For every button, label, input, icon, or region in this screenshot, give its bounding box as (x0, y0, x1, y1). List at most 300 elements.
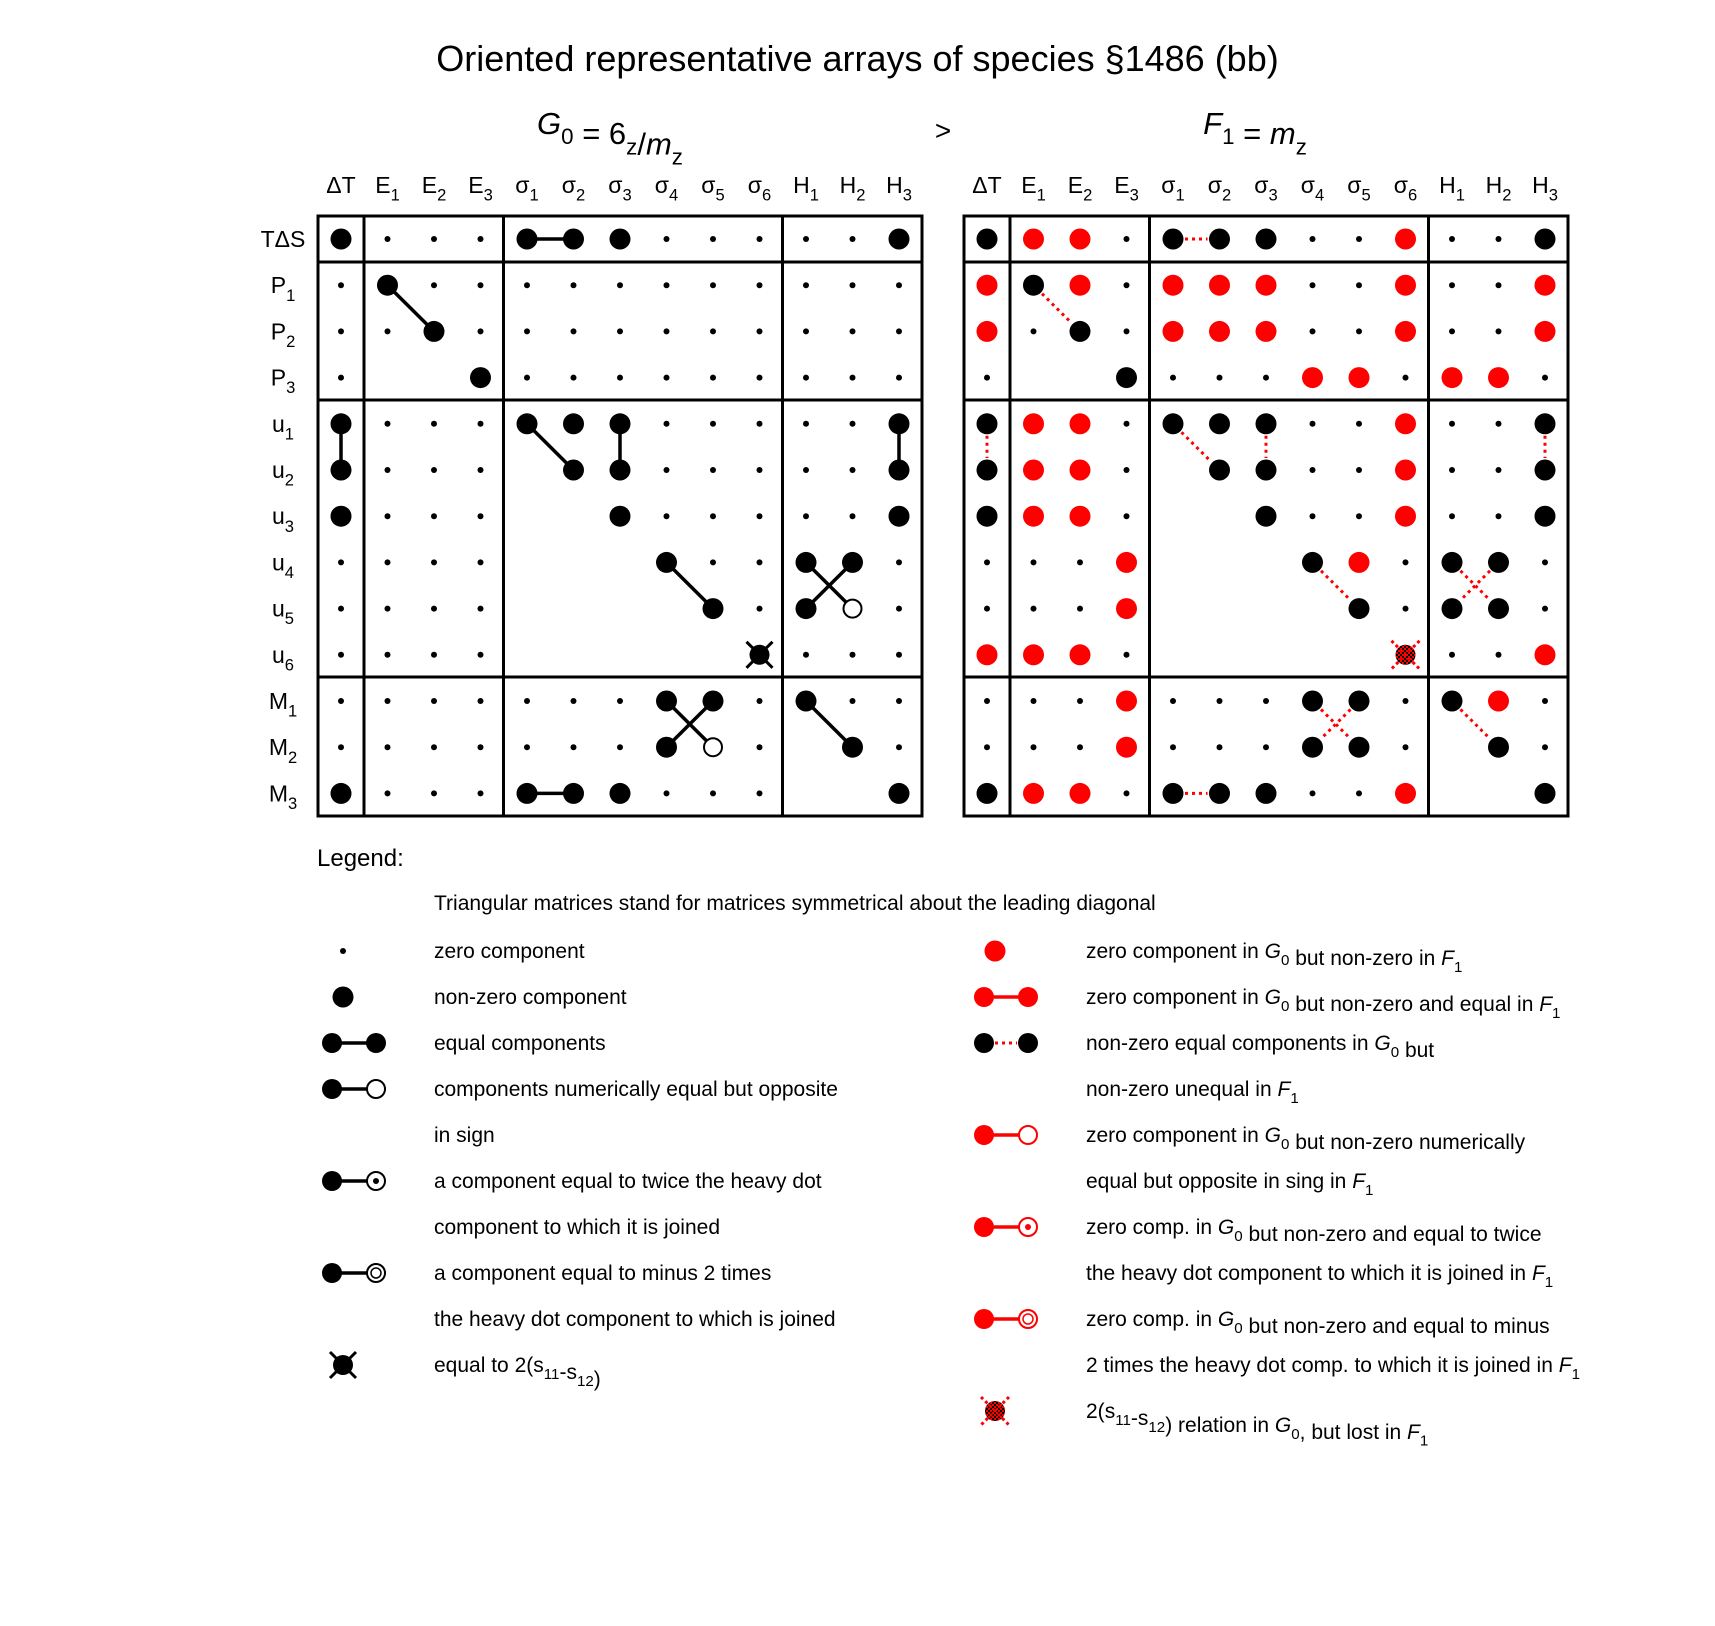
right-matrix-cell (1124, 421, 1130, 427)
right-matrix-cell (1209, 783, 1230, 804)
left-matrix-cell (889, 229, 910, 250)
left-matrix-cell (385, 744, 391, 750)
left-matrix-cell (338, 606, 344, 612)
right-matrix-cell (1170, 375, 1176, 381)
left-matrix-cell (617, 744, 623, 750)
left-matrix-cell (844, 600, 862, 618)
left-matrix-cell (431, 467, 437, 473)
right-matrix-cell (1031, 559, 1037, 565)
left-matrix-cell (850, 328, 856, 334)
left-matrix-cell (889, 783, 910, 804)
row-header: $u_3$ (272, 503, 294, 536)
left-matrix-cell (803, 282, 809, 288)
left-matrix-cell (431, 421, 437, 427)
column-header: $\sigma_3$ (1254, 172, 1278, 205)
left-matrix-cell (385, 236, 391, 242)
row-header: $M_1$ (268, 688, 298, 721)
legend-text: a component equal to minus 2 times (434, 1262, 772, 1285)
right-matrix-cell (1535, 506, 1556, 527)
right-matrix-cell (1070, 229, 1091, 250)
right-matrix-cell (1124, 513, 1130, 519)
left-matrix-cell (896, 698, 902, 704)
left-matrix-cell (517, 229, 538, 250)
left-matrix-cell (478, 652, 484, 658)
legend-text: components numerically equal but opposite (434, 1078, 838, 1101)
red-opposite-symbol (974, 1125, 1037, 1145)
page-title: Oriented representative arrays of species §1486 (bb) (436, 38, 1279, 79)
left-matrix-cell (803, 513, 809, 519)
left-matrix-cell (757, 790, 763, 796)
left-matrix-cell (610, 229, 631, 250)
legend-item (974, 1308, 1580, 1383)
row-header: $P_1$ (270, 272, 296, 305)
right-matrix-cell (1070, 460, 1091, 481)
row-header: $P_2$ (270, 318, 296, 351)
right-matrix-cell (1256, 413, 1277, 434)
right-matrix-cell (984, 698, 990, 704)
left-matrix-cell (704, 738, 722, 756)
right-matrix-cell (977, 460, 998, 481)
left-matrix-cell (563, 783, 584, 804)
left-matrix-cell (757, 513, 763, 519)
left-matrix-cell (842, 552, 863, 573)
right-matrix-link (1321, 571, 1350, 600)
left-matrix-cell (757, 606, 763, 612)
right-matrix-cell (1542, 744, 1548, 750)
column-header: $\sigma_6$ (1393, 172, 1418, 205)
left-matrix-cell (617, 375, 623, 381)
left-matrix-cell (385, 698, 391, 704)
left-matrix-cell (617, 698, 623, 704)
left-matrix-cell (478, 328, 484, 334)
left-matrix-cell (796, 598, 817, 619)
right-matrix-cell (1310, 421, 1316, 427)
left-matrix-cell (385, 559, 391, 565)
right-matrix-cell (1124, 236, 1130, 242)
minus-two-symbol (322, 1263, 385, 1283)
column-header: $H_1$ (793, 172, 819, 205)
opposite-symbol (322, 1079, 385, 1099)
left-matrix-cell (803, 236, 809, 242)
left-matrix-cell (850, 236, 856, 242)
right-matrix-cell (1449, 236, 1455, 242)
left-matrix-cell (889, 506, 910, 527)
left-matrix-cell (710, 790, 716, 796)
right-matrix-cell (1488, 737, 1509, 758)
column-header: $H_3$ (1532, 172, 1558, 205)
right-matrix-cell (1442, 367, 1463, 388)
left-matrix-cell (431, 559, 437, 565)
legend-text: non-zero component (434, 986, 627, 1009)
right-matrix-cell (1542, 606, 1548, 612)
legend-item (322, 1032, 606, 1055)
left-matrix-cell (703, 598, 724, 619)
column-header: $E_1$ (375, 172, 400, 205)
right-matrix-cell (1542, 375, 1548, 381)
right-matrix-cell (1163, 413, 1184, 434)
left-matrix-cell (478, 467, 484, 473)
right-matrix-cell (1023, 229, 1044, 250)
big-dot-symbol (333, 987, 354, 1008)
column-header: $E_3$ (468, 172, 493, 205)
left-matrix-cell (563, 229, 584, 250)
right-matrix-link (1461, 709, 1490, 738)
legend-text: 2 times the heavy dot comp. to which it is joined in $F_1$ (1086, 1354, 1580, 1383)
right-matrix-label: $F_1 = m_z$ (1203, 106, 1307, 160)
right-matrix-cell (1263, 375, 1269, 381)
right-matrix-cell (1263, 744, 1269, 750)
right-matrix-cell (1217, 698, 1223, 704)
legend-text: the heavy dot component to which is joined (434, 1308, 836, 1331)
left-matrix-cell (757, 282, 763, 288)
legend-text: non-zero equal components in $G_0$ but (1086, 1032, 1435, 1062)
right-matrix-cell (1542, 698, 1548, 704)
right-matrix-cell (1070, 275, 1091, 296)
right-matrix-cell (1488, 598, 1509, 619)
left-matrix-cell (710, 236, 716, 242)
legend-text: zero component in $G_0$ but non-zero numerically (1086, 1124, 1526, 1154)
right-matrix-cell (1349, 737, 1370, 758)
right-matrix-cell (1395, 229, 1416, 250)
cross-symbol (330, 1352, 356, 1378)
left-matrix-cell (896, 606, 902, 612)
right-matrix-cell (1124, 790, 1130, 796)
left-matrix-cell (850, 513, 856, 519)
left-matrix-cell (338, 652, 344, 658)
red-dot-symbol (985, 941, 1006, 962)
left-matrix-cell (571, 744, 577, 750)
left-matrix-cell (478, 559, 484, 565)
red-equal-symbol (974, 987, 1038, 1007)
left-matrix-cell (656, 691, 677, 712)
column-header: ΔT (972, 172, 1002, 198)
left-matrix-cell (757, 698, 763, 704)
right-matrix-cell (1310, 513, 1316, 519)
right-matrix-cell (1256, 275, 1277, 296)
left-matrix-cell (563, 460, 584, 481)
right-matrix-cell (1077, 744, 1083, 750)
right-matrix-cell (977, 229, 998, 250)
legend-text: zero comp. in $G_0$ but non-zero and equal to twice (1086, 1216, 1542, 1246)
left-matrix-cell (803, 375, 809, 381)
right-matrix-cell (1449, 513, 1455, 519)
right-matrix-cell (984, 375, 990, 381)
legend-text: zero comp. in $G_0$ but non-zero and equal to minus (1086, 1308, 1550, 1338)
legend-item (981, 1397, 1428, 1450)
right-matrix-cell (984, 606, 990, 612)
right-matrix-cell (1356, 282, 1362, 288)
red-twice-symbol (974, 1217, 1037, 1237)
left-matrix-cell (757, 421, 763, 427)
left-matrix-cell (617, 282, 623, 288)
column-header: ΔT (326, 172, 356, 198)
left-matrix-cell (896, 559, 902, 565)
left-matrix-cell (710, 513, 716, 519)
right-matrix-cell (1542, 559, 1548, 565)
column-header: $E_1$ (1021, 172, 1046, 205)
left-matrix-cell (664, 328, 670, 334)
left-matrix-cell (478, 282, 484, 288)
right-matrix-cell (1535, 275, 1556, 296)
column-header: $\sigma_4$ (654, 172, 679, 205)
left-matrix-cell (571, 698, 577, 704)
right-matrix-cell (1256, 460, 1277, 481)
left-matrix-cell (431, 236, 437, 242)
left-matrix-cell (470, 367, 491, 388)
left-matrix-cell (331, 460, 352, 481)
row-header: $M_3$ (268, 780, 298, 813)
legend-text: component to which it is joined (434, 1216, 720, 1239)
legend-item (333, 986, 627, 1009)
right-matrix-cell (1031, 744, 1037, 750)
legend-item (985, 940, 1463, 976)
legend-triangular-note: Triangular matrices stand for matrices symmetrical about the leading diagonal (434, 892, 1156, 915)
red-cross-symbol (981, 1397, 1009, 1425)
left-matrix-cell (431, 698, 437, 704)
right-matrix-cell (1535, 413, 1556, 434)
left-matrix-cell (331, 229, 352, 250)
legend-text: zero component (434, 940, 585, 963)
right-matrix-cell (1395, 413, 1416, 434)
left-matrix-cell (850, 282, 856, 288)
left-matrix-cell (377, 275, 398, 296)
right-matrix-cell (1535, 644, 1556, 665)
right-matrix-cell (1496, 467, 1502, 473)
left-matrix-cell (710, 559, 716, 565)
left-matrix-cell (850, 698, 856, 704)
right-matrix-cell (1356, 790, 1362, 796)
legend-left (322, 940, 838, 1391)
left-matrix-cell (517, 413, 538, 434)
right-matrix-cell (977, 644, 998, 665)
left-matrix-cell (338, 375, 344, 381)
right-matrix-cell (1256, 506, 1277, 527)
right-matrix-cell (1163, 783, 1184, 804)
right-matrix-cell (1031, 606, 1037, 612)
right-matrix-cell (1449, 467, 1455, 473)
left-matrix-cell (803, 328, 809, 334)
right-matrix-cell (1442, 598, 1463, 619)
right-matrix-cell (1496, 421, 1502, 427)
left-matrix-cell (524, 328, 530, 334)
small-dot-symbol (340, 948, 346, 954)
right-matrix-cell (1163, 321, 1184, 342)
legend-text: in sign (434, 1124, 495, 1147)
right-matrix-cell (1449, 421, 1455, 427)
left-matrix-cell (896, 375, 902, 381)
left-matrix-cell (796, 691, 817, 712)
left-matrix-cell (710, 467, 716, 473)
left-matrix-cell (524, 282, 530, 288)
right-matrix-cell (1395, 321, 1416, 342)
equal-symbol (322, 1033, 386, 1053)
legend-item (340, 940, 585, 963)
legend-text: zero component in $G_0$ but non-zero in $F_1$ (1086, 940, 1463, 976)
dotted-equal-symbol (974, 1033, 1038, 1053)
right-matrix-cell (1310, 282, 1316, 288)
legend-text: equal but opposite in sing in $F_1$ (1086, 1170, 1374, 1199)
left-matrix-cell (664, 467, 670, 473)
red-minus-two-symbol (974, 1309, 1037, 1329)
left-matrix-cell (478, 790, 484, 796)
left-matrix-cell (610, 506, 631, 527)
legend-item (974, 1124, 1526, 1199)
left-matrix-cell (850, 467, 856, 473)
right-matrix-cell (1209, 413, 1230, 434)
right-matrix-cell (1442, 552, 1463, 573)
right-matrix-cell (1310, 790, 1316, 796)
right-matrix-cell (1392, 641, 1420, 669)
right-matrix-cell (1256, 783, 1277, 804)
left-matrix-cell (524, 698, 530, 704)
right-matrix-cell (1163, 229, 1184, 250)
right-matrix-cell (1349, 598, 1370, 619)
right-matrix-cell (977, 413, 998, 434)
left-matrix-cell (757, 328, 763, 334)
left-matrix-cell (524, 375, 530, 381)
right-matrix-cell (1031, 328, 1037, 334)
right-matrix-cell (1403, 606, 1409, 612)
right-matrix-cell (1356, 328, 1362, 334)
left-matrix-cell (385, 790, 391, 796)
right-matrix-cell (1449, 652, 1455, 658)
column-header: $H_2$ (1485, 172, 1512, 205)
legend-item (974, 1216, 1553, 1291)
left-matrix-cell (710, 328, 716, 334)
left-matrix-cell (896, 652, 902, 658)
left-matrix-cell (478, 421, 484, 427)
right-matrix-cell (1217, 744, 1223, 750)
left-matrix-cell (563, 413, 584, 434)
left-matrix-cell (889, 413, 910, 434)
left-matrix-cell (571, 328, 577, 334)
left-matrix-cell (664, 513, 670, 519)
left-matrix-cell (385, 421, 391, 427)
left-matrix-cell (610, 413, 631, 434)
left-matrix-cell (431, 513, 437, 519)
right-matrix-cell (1349, 552, 1370, 573)
left-matrix-cell (610, 783, 631, 804)
left-matrix-cell (524, 744, 530, 750)
right-matrix-cell (1070, 644, 1091, 665)
right-matrix-cell (1070, 506, 1091, 527)
right-matrix-cell (1403, 375, 1409, 381)
right-matrix-cell (1116, 737, 1137, 758)
row-header: $u_2$ (272, 457, 294, 490)
right-matrix-cell (1070, 413, 1091, 434)
left-matrix-cell (664, 236, 670, 242)
right-matrix-cell (1023, 460, 1044, 481)
right-matrix-cell (1442, 691, 1463, 712)
right-matrix-cell (1403, 744, 1409, 750)
right-matrix-cell (1395, 460, 1416, 481)
left-matrix-cell (431, 282, 437, 288)
left-matrix-cell (478, 513, 484, 519)
left-matrix-cell (889, 460, 910, 481)
right-matrix-cell (1403, 559, 1409, 565)
right-matrix-cell (1077, 559, 1083, 565)
column-header: $E_2$ (1067, 172, 1093, 205)
right-matrix-cell (1163, 275, 1184, 296)
right-matrix-cell (1496, 652, 1502, 658)
left-matrix-cell (703, 691, 724, 712)
column-header: $H_2$ (839, 172, 866, 205)
left-matrix-cell (842, 737, 863, 758)
right-matrix-cell (1535, 229, 1556, 250)
column-header: $\sigma_2$ (561, 172, 586, 205)
left-matrix-cell (850, 421, 856, 427)
column-header: $E_2$ (421, 172, 447, 205)
left-matrix-cell (385, 513, 391, 519)
right-matrix-cell (1217, 375, 1223, 381)
right-matrix-cell (1496, 236, 1502, 242)
right-matrix-cell (1302, 552, 1323, 573)
right-matrix-cell (1496, 282, 1502, 288)
right-matrix-cell (1349, 691, 1370, 712)
left-matrix-cell (850, 652, 856, 658)
right-matrix-cell (1496, 328, 1502, 334)
right-matrix-cell (1449, 282, 1455, 288)
row-header: $M_2$ (268, 734, 298, 767)
right-matrix-cell (1256, 321, 1277, 342)
right-matrix-cell (984, 744, 990, 750)
left-matrix-cell (331, 783, 352, 804)
left-matrix-cell (338, 744, 344, 750)
right-matrix-cell (1023, 783, 1044, 804)
left-matrix-cell (385, 328, 391, 334)
right-matrix (977, 229, 1556, 804)
right-matrix-cell (1310, 467, 1316, 473)
left-matrix-cell (896, 282, 902, 288)
right-matrix-cell (1356, 236, 1362, 242)
right-matrix-cell (1256, 229, 1277, 250)
left-matrix-cell (664, 790, 670, 796)
left-matrix-cell (478, 698, 484, 704)
right-matrix-cell (1077, 606, 1083, 612)
left-matrix-cell (896, 744, 902, 750)
left-matrix-cell (896, 328, 902, 334)
left-matrix-cell (517, 783, 538, 804)
left-matrix-cell (571, 375, 577, 381)
right-matrix-cell (1263, 698, 1269, 704)
right-matrix-cell (1488, 367, 1509, 388)
right-matrix-cell (1310, 236, 1316, 242)
right-matrix-cell (1302, 737, 1323, 758)
right-matrix-cell (1395, 506, 1416, 527)
left-matrix-cell (478, 606, 484, 612)
twice-symbol (322, 1171, 385, 1191)
left-matrix-cell (710, 421, 716, 427)
left-matrix-cell (431, 790, 437, 796)
right-matrix-cell (977, 506, 998, 527)
left-matrix-cell (757, 744, 763, 750)
left-matrix-cell (664, 421, 670, 427)
left-matrix-cell (431, 652, 437, 658)
legend-item (330, 1352, 601, 1391)
left-matrix-cell (338, 282, 344, 288)
legend-item (322, 1170, 822, 1239)
left-matrix-cell (478, 236, 484, 242)
right-matrix-cell (1403, 698, 1409, 704)
right-matrix-cell (1031, 698, 1037, 704)
right-matrix-cell (1023, 506, 1044, 527)
left-matrix-cell (338, 328, 344, 334)
right-matrix-cell (1535, 783, 1556, 804)
right-matrix-cell (977, 783, 998, 804)
right-matrix-cell (1023, 275, 1044, 296)
right-matrix-cell (1170, 744, 1176, 750)
right-matrix-link (1042, 294, 1071, 323)
